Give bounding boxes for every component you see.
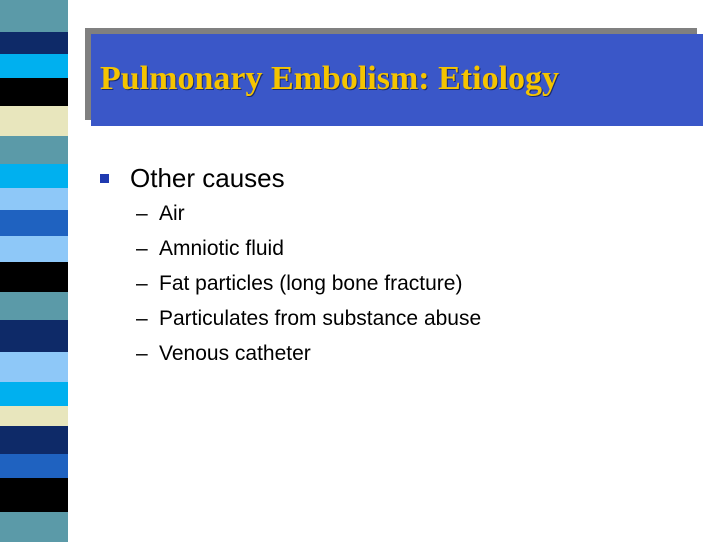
decorative-stripe — [0, 0, 68, 540]
dash-icon: – — [136, 272, 148, 295]
stripe-segment — [0, 236, 68, 262]
sub-bullet-text: Amniotic fluid — [159, 237, 284, 260]
stripe-segment — [0, 406, 68, 426]
bullet-square-icon — [100, 174, 109, 183]
slide-title: Pulmonary Embolism: Etiology — [100, 60, 560, 97]
dash-icon: – — [136, 237, 148, 260]
stripe-segment — [0, 136, 68, 164]
stripe-segment — [0, 188, 68, 210]
stripe-segment — [0, 54, 68, 78]
stripe-segment — [0, 106, 68, 136]
sub-bullet-text: Particulates from substance abuse — [159, 307, 482, 330]
dash-icon: – — [136, 202, 148, 225]
stripe-segment — [0, 78, 68, 106]
stripe-segment — [0, 382, 68, 406]
sub-bullet-text: Fat particles (long bone fracture) — [159, 272, 463, 295]
sub-bullet-text: Air — [159, 202, 185, 225]
stripe-segment — [0, 478, 68, 512]
stripe-segment — [0, 32, 68, 54]
stripe-segment — [0, 292, 68, 320]
stripe-segment — [0, 0, 68, 32]
dash-icon: – — [136, 342, 148, 365]
dash-icon: – — [136, 307, 148, 330]
stripe-segment — [0, 454, 68, 478]
sub-bullet-text: Venous catheter — [159, 342, 311, 365]
stripe-segment — [0, 210, 68, 236]
stripe-segment — [0, 426, 68, 454]
stripe-segment — [0, 320, 68, 352]
stripe-segment — [0, 164, 68, 188]
stripe-segment — [0, 262, 68, 292]
stripe-segment — [0, 512, 68, 542]
bullet-text: Other causes — [130, 163, 285, 193]
stripe-segment — [0, 352, 68, 382]
